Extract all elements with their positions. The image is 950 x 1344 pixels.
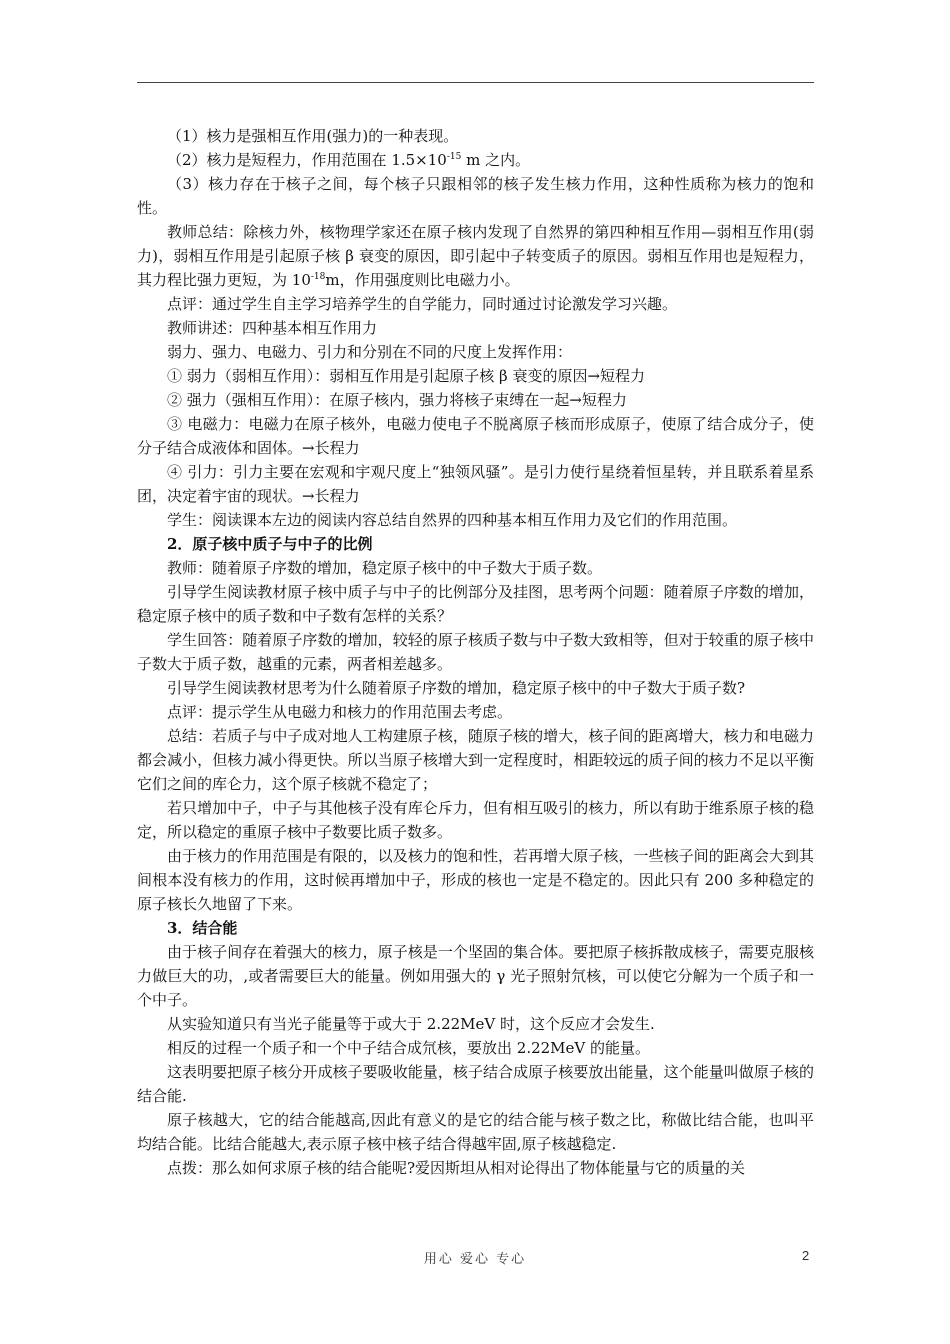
paragraph: ③ 电磁力：电磁力在原子核外，电磁力使电子不脱离原子核而形成原子，使原了结合成分子，使分子结合成液体和固体。→长程力	[137, 415, 814, 457]
page-footer	[0, 1248, 950, 1272]
paragraph: 由于核子间存在着强大的核力，原子核是一个坚固的集合体。要把原子核拆散成核子，需要克服核力做巨大的功，,或者需要巨大的能量。例如用强大的 γ 光子照射氘核，可以使它分解为一个质子和一个中子。	[137, 943, 814, 1009]
paragraph-text: 教师总结：除核力外，核物理学家还在原子核内发现了自然界的第四种相互作用—弱相互作用(弱力)，弱相互作用是引起原子核 β 衰变的原因，即引起中子转变质子的原因。弱相互作用也是短程力，其力程比强力更短，为 10	[137, 223, 814, 289]
section-heading: 2．原子核中质子与中子的比例	[167, 535, 373, 553]
paragraph-text: （2）核力是短程力，作用范围在 1.5×10	[167, 151, 447, 169]
paragraph: 引导学生阅读教材原子核中质子与中子的比例部分及挂图，思考两个问题：随着原子序数的增加，稳定原子核中的质子数和中子数有怎样的关系？	[137, 583, 814, 625]
paragraph: 点评：提示学生从电磁力和核力的作用范围去考虑。	[167, 703, 513, 721]
paragraph: 教师：随着原子序数的增加，稳定原子核中的中子数大于质子数。	[167, 559, 603, 577]
page-number: 2	[802, 1248, 810, 1263]
paragraph: 原子核越大，它的结合能越高,因此有意义的是它的结合能与核子数之比，称做比结合能，也叫平均结合能。比结合能越大,表示原子核中核子结合得越牢固,原子核越稳定.	[137, 1111, 814, 1153]
paragraph: 这表明要把原子核分开成核子要吸收能量，核子结合成原子核要放出能量，这个能量叫做原子核的结合能.	[137, 1063, 814, 1105]
paragraph-text: m，作用强度则比电磁力小。	[325, 271, 520, 289]
paragraph: ④ 引力：引力主要在宏观和宇观尺度上“独领风骚”。是引力使行星绕着恒星转，并且联系着星系团，决定着宇宙的现状。→长程力	[137, 463, 814, 505]
header-rule	[137, 82, 814, 83]
paragraph: 学生：阅读课本左边的阅读内容总结自然界的四种基本相互作用力及它们的作用范围。	[167, 511, 738, 529]
paragraph: 从实验知道只有当光子能量等于或大于 2.22MeV 时，这个反应才会发生.	[167, 1015, 655, 1033]
paragraph: 总结：若质子与中子成对地人工构建原子核，随原子核的增大，核子间的距离增大，核力和电磁力都会减小，但核力减小得更快。所以当原子核增大到一定程度时，相距较远的质子间的核力不足以平衡它们之间的库仑力，这个原子核就不稳定了；	[137, 727, 814, 793]
paragraph: 学生回答：随着原子序数的增加，较轻的原子核质子数与中子数大致相等，但对于较重的原子核中子数大于质子数，越重的元素，两者相差越多。	[137, 631, 814, 673]
document-body	[137, 124, 814, 1180]
exponent: -15	[446, 152, 462, 162]
paragraph: 弱力、强力、电磁力、引力和分别在不同的尺度上发挥作用：	[167, 343, 573, 361]
paragraph: （1）核力是强相互作用(强力)的一种表现。	[167, 127, 459, 145]
paragraph-text: m 之内。	[461, 151, 531, 169]
paragraph: 相反的过程一个质子和一个中子结合成氘核，要放出 2.22MeV 的能量。	[167, 1039, 651, 1057]
paragraph: 引导学生阅读教材思考为什么随着原子序数的增加，稳定原子核中的中子数大于质子数?	[167, 679, 746, 697]
exponent: -18	[310, 272, 326, 282]
paragraph: 由于核力的作用范围是有限的，以及核力的饱和性，若再增大原子核，一些核子间的距离会大到其间根本没有核力的作用，这时候再增加中子，形成的核也一定是不稳定的。因此只有 200 多种稳定的原子核长久地留了下来。	[137, 847, 814, 913]
section-heading: 3．结合能	[167, 919, 238, 937]
footer-motto: 用心 爱心 专心	[423, 1252, 527, 1267]
paragraph	[137, 220, 814, 292]
paragraph: 点评：通过学生自主学习培养学生的自学能力，同时通过讨论激发学习兴趣。	[167, 295, 678, 313]
paragraph: ① 弱力（弱相互作用）：弱相互作用是引起原子核 β 衰变的原因→短程力	[167, 367, 646, 385]
paragraph: ② 强力（强相互作用）：在原子核内，强力将核子束缚在一起→短程力	[167, 391, 627, 409]
paragraph: 教师讲述：四种基本相互作用力	[167, 319, 378, 337]
paragraph	[137, 148, 814, 172]
paragraph: 若只增加中子，中子与其他核子没有库仑斥力，但有相互吸引的核力，所以有助于维系原子核的稳定，所以稳定的重原子核中子数要比质子数多。	[137, 799, 814, 841]
paragraph: 点拨：那么如何求原子核的结合能呢?爱因斯坦从相对论得出了物体能量与它的质量的关	[167, 1159, 746, 1177]
paragraph: （3）核力存在于核子之间，每个核子只跟相邻的核子发生核力作用，这种性质称为核力的饱和性。	[137, 175, 814, 217]
